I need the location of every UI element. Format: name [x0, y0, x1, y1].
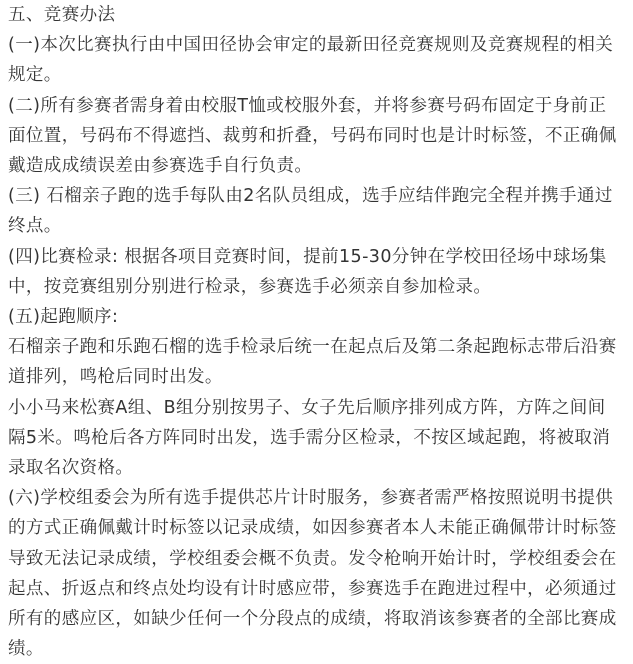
rule-paragraph-6: (六)学校组委会为所有选手提供芯片计时服务，参赛者需严格按照说明书提供的方式正确佩戴计时标签以记录成绩，如因参赛者本人未能正确佩带计时标签导致无法记录成绩，学校组委会概不负责。发令枪响开始计时，学校组委会在起点、折返点和终点处均设有计时感应带，参赛选手在跑进过程中，必须通过所有的感应区，如缺少任何一个分段点的成绩，将取消该参赛者的全部比赛成绩。 [8, 488, 617, 660]
rule-paragraph-5-heading: (五)起跑顺序: [8, 307, 119, 328]
rule-paragraph-5-parent-child: 石榴亲子跑和乐跑石榴的选手检录后统一在起点后及第二条起跑标志带后沿赛道排列，鸣枪后同时出发。 [8, 337, 617, 388]
rule-paragraph-1: (一)本次比赛执行由中国田径协会审定的最新田径竞赛规则及竞赛规程的相关规定。 [8, 35, 614, 86]
rule-paragraph-3: (三) 石榴亲子跑的选手每队由2名队员组成，选手应结伴跑完全程并携手通过终点。 [8, 186, 613, 237]
rule-paragraph-5-marathon: 小小马来松赛A组、B组分别按男子、女子先后顺序排列成方阵，方阵之间间隔5米。鸣枪后各方阵同时出发，选手需分区检录，不按区域起跑，将被取消录取名次资格。 [8, 397, 611, 479]
section-title: 五、竞赛办法 [8, 5, 116, 25]
rule-paragraph-4: (四)比赛检录: 根据各项目竞赛时间，提前15-30分钟在学校田径场中球场集中，按竞赛组别分别进行检录，参赛选手必须亲自参加检录。 [8, 246, 607, 297]
rule-paragraph-2: (二)所有参赛者需身着由校服T恤或校服外套，并将参赛号码布固定于身前正面位置，号码布不得遮挡、裁剪和折叠，号码布同时也是计时标签，不正确佩戴造成成绩误差由参赛选手自行负责。 [8, 95, 617, 177]
